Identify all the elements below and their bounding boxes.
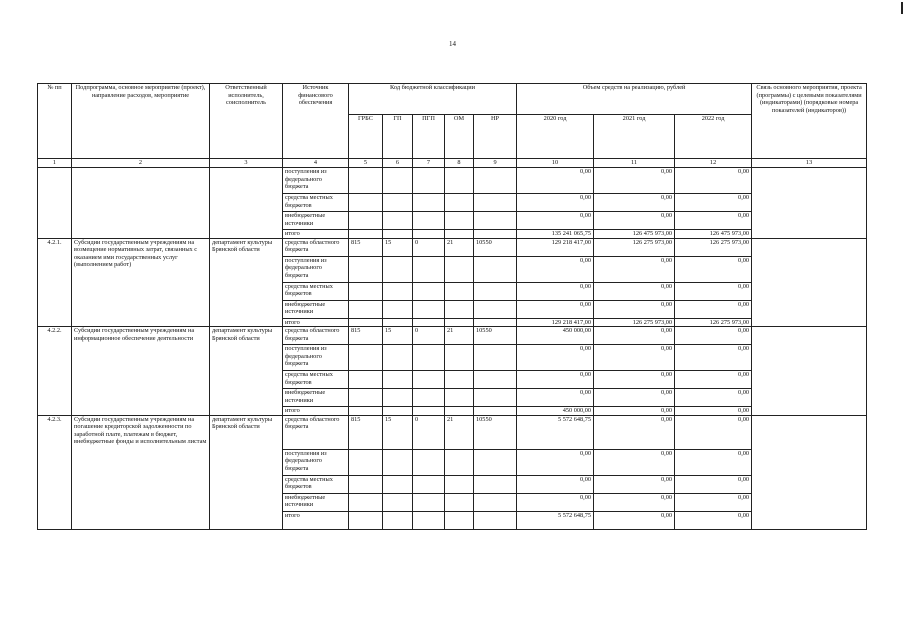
source-cell: внебюджетные источники (283, 300, 349, 318)
column-number-cell: 2 (72, 159, 210, 168)
table-row (38, 327, 867, 345)
item-executor: департамент культуры Брянской области (210, 415, 283, 529)
pgp-cell (413, 256, 445, 282)
grbs-cell (349, 475, 383, 493)
page-number: 14 (449, 40, 456, 48)
source-cell: внебюджетные источники (283, 493, 349, 511)
amount-2020-cell: 0,00 (517, 282, 594, 300)
amount-2022-cell: 0,00 (675, 493, 752, 511)
code-cell (383, 168, 413, 194)
table-row (38, 168, 867, 194)
item-number: 4.2.1. (38, 238, 72, 327)
grbs-cell (349, 300, 383, 318)
source-cell: поступления из федерального бюджета (283, 168, 349, 194)
column-number-cell: 5 (349, 159, 383, 168)
column-number-cell: 7 (413, 159, 445, 168)
amount-2020-cell: 0,00 (517, 300, 594, 318)
source-cell: внебюджетные источники (283, 212, 349, 230)
item-executor: департамент культуры Брянской области (210, 327, 283, 416)
amount-2022-cell: 0,00 (675, 389, 752, 407)
source-cell: средства местных бюджетов (283, 194, 349, 212)
amount-2022-cell: 0,00 (675, 327, 752, 345)
source-cell: поступления из федерального бюджета (283, 256, 349, 282)
amount-2021-cell: 0,00 (594, 511, 675, 529)
amount-2022-cell: 0,00 (675, 449, 752, 475)
column-number-cell: 13 (752, 159, 867, 168)
header-link: Связь основного мероприятия, проекта (программы) с целевыми показателями (индикаторами) (порядковые номера показателей (индикаторов)) (752, 84, 867, 159)
amount-2021-cell: 126 275 973,00 (594, 318, 675, 327)
column-number-cell: 1 (38, 159, 72, 168)
nr-cell (474, 493, 517, 511)
gp-cell (383, 475, 413, 493)
source-cell: средства местных бюджетов (283, 371, 349, 389)
source-cell: средства областного бюджета (283, 327, 349, 345)
item-name: Субсидии государственным учреждениям на информационное обеспечение деятельности (72, 327, 210, 416)
column-number-cell: 9 (474, 159, 517, 168)
source-cell: итого (283, 318, 349, 327)
source-cell: поступления из федерального бюджета (283, 449, 349, 475)
grbs-cell (349, 371, 383, 389)
header-2022: 2022 год (675, 115, 752, 159)
pgp-cell (413, 300, 445, 318)
amount-2022-cell: 0,00 (675, 282, 752, 300)
source-cell: средства местных бюджетов (283, 475, 349, 493)
table-row (38, 238, 867, 256)
item-number: 4.2.3. (38, 415, 72, 529)
header-volume: Объем средств на реализацию, рублей (517, 84, 752, 115)
source-cell: поступления из федерального бюджета (283, 345, 349, 371)
amount-2020-cell: 129 218 417,00 (517, 318, 594, 327)
code-cell (413, 168, 445, 194)
amount-2022-cell: 126 475 973,00 (675, 230, 752, 239)
pgp-cell (413, 389, 445, 407)
source-cell: средства местных бюджетов (283, 282, 349, 300)
om-cell (445, 345, 474, 371)
gp-cell (383, 493, 413, 511)
nr-cell: 10550 (474, 327, 517, 345)
amount-2022-cell: 126 275 973,00 (675, 318, 752, 327)
amount-2021-cell: 0,00 (594, 493, 675, 511)
code-cell (349, 194, 383, 212)
source-cell: средства областного бюджета (283, 238, 349, 256)
amount-2020-cell: 5 572 648,75 (517, 415, 594, 449)
amount-2021-cell: 0,00 (594, 389, 675, 407)
gp-cell (383, 282, 413, 300)
grbs-cell (349, 256, 383, 282)
pgp-cell (413, 318, 445, 327)
nr-cell (474, 256, 517, 282)
grbs-cell (349, 493, 383, 511)
amount-2021-cell: 0,00 (594, 449, 675, 475)
source-cell: итого (283, 511, 349, 529)
amount-2022-cell: 0,00 (675, 371, 752, 389)
om-cell (445, 493, 474, 511)
column-number-cell: 4 (283, 159, 349, 168)
om-cell (445, 449, 474, 475)
header-source: Источник финансового обеспечения (283, 84, 349, 159)
pgp-cell (413, 449, 445, 475)
gp-cell (383, 407, 413, 416)
amount-2020-cell: 450 000,00 (517, 407, 594, 416)
item-name: Субсидии государственным учреждениям на погашение кредиторской задолженности по заработной плате, платежам в бюджет, внебюджетные фонды и исполнительным листам (72, 415, 210, 529)
code-cell (474, 212, 517, 230)
pgp-cell: 0 (413, 327, 445, 345)
amount-2020-cell: 0,00 (517, 371, 594, 389)
om-cell (445, 318, 474, 327)
code-cell (349, 212, 383, 230)
code-cell (383, 212, 413, 230)
amount-2020-cell: 0,00 (517, 345, 594, 371)
amount-2022-cell: 0,00 (675, 168, 752, 194)
amount-2021-cell: 0,00 (594, 256, 675, 282)
om-cell: 21 (445, 415, 474, 449)
pgp-cell (413, 493, 445, 511)
amount-2020-cell: 450 000,00 (517, 327, 594, 345)
source-cell: итого (283, 230, 349, 239)
link-cell (752, 168, 867, 239)
pgp-cell: 0 (413, 238, 445, 256)
amount-2021-cell: 0,00 (594, 194, 675, 212)
pgp-cell (413, 407, 445, 416)
header-om: ОМ (445, 115, 474, 159)
carry-executor-cell (210, 168, 283, 239)
om-cell (445, 475, 474, 493)
amount-2020-cell: 0,00 (517, 389, 594, 407)
pgp-cell (413, 371, 445, 389)
amount-2020-cell: 5 572 648,75 (517, 511, 594, 529)
code-cell (445, 168, 474, 194)
gp-cell (383, 371, 413, 389)
amount-2021-cell: 0,00 (594, 212, 675, 230)
amount-2022-cell: 0,00 (675, 511, 752, 529)
amount-2021-cell: 0,00 (594, 415, 675, 449)
link-cell (752, 238, 867, 327)
amount-2022-cell: 0,00 (675, 345, 752, 371)
grbs-cell: 815 (349, 238, 383, 256)
nr-cell (474, 300, 517, 318)
code-cell (413, 230, 445, 239)
nr-cell (474, 449, 517, 475)
code-cell (413, 212, 445, 230)
om-cell: 21 (445, 327, 474, 345)
code-cell (445, 194, 474, 212)
column-number-cell: 10 (517, 159, 594, 168)
amount-2022-cell: 0,00 (675, 300, 752, 318)
amount-2022-cell: 0,00 (675, 475, 752, 493)
column-number-cell: 6 (383, 159, 413, 168)
amount-2021-cell: 0,00 (594, 168, 675, 194)
code-cell (349, 168, 383, 194)
header-subprogram: Подпрограмма, основное мероприятие (проект), направление расходов, мероприятие (72, 84, 210, 159)
gp-cell: 15 (383, 238, 413, 256)
code-cell (413, 194, 445, 212)
pgp-cell: 0 (413, 415, 445, 449)
code-cell (474, 230, 517, 239)
header-executor: Ответственный исполнитель, соисполнитель (210, 84, 283, 159)
gp-cell (383, 449, 413, 475)
amount-2020-cell: 129 218 417,00 (517, 238, 594, 256)
amount-2020-cell: 0,00 (517, 256, 594, 282)
scan-edge-mark (901, 2, 903, 14)
om-cell (445, 371, 474, 389)
column-numbers-row (38, 159, 867, 168)
item-name: Субсидии государственным учреждениям на возмещение нормативных затрат, связанных с оказанием ими государственных услуг (выполнением работ) (72, 238, 210, 327)
amount-2022-cell: 0,00 (675, 256, 752, 282)
nr-cell: 10550 (474, 415, 517, 449)
om-cell (445, 282, 474, 300)
budget-table (37, 83, 867, 530)
table-body (38, 159, 867, 530)
gp-cell (383, 389, 413, 407)
amount-2021-cell: 126 475 973,00 (594, 230, 675, 239)
nr-cell (474, 389, 517, 407)
header-num: № пп (38, 84, 72, 159)
code-cell (474, 194, 517, 212)
carry-num-cell (38, 168, 72, 239)
grbs-cell (349, 511, 383, 529)
amount-2022-cell: 126 275 973,00 (675, 238, 752, 256)
amount-2020-cell: 0,00 (517, 475, 594, 493)
column-number-cell: 12 (675, 159, 752, 168)
om-cell: 21 (445, 238, 474, 256)
pgp-cell (413, 345, 445, 371)
grbs-cell (349, 389, 383, 407)
nr-cell (474, 318, 517, 327)
nr-cell (474, 345, 517, 371)
code-cell (474, 168, 517, 194)
amount-2022-cell: 0,00 (675, 415, 752, 449)
pgp-cell (413, 475, 445, 493)
gp-cell (383, 511, 413, 529)
header-2020: 2020 год (517, 115, 594, 159)
nr-cell (474, 282, 517, 300)
amount-2022-cell: 0,00 (675, 212, 752, 230)
carry-name-cell (72, 168, 210, 239)
column-number-cell: 3 (210, 159, 283, 168)
om-cell (445, 389, 474, 407)
gp-cell: 15 (383, 415, 413, 449)
link-cell (752, 327, 867, 416)
amount-2021-cell: 0,00 (594, 371, 675, 389)
gp-cell (383, 300, 413, 318)
code-cell (349, 230, 383, 239)
header-gp: ГП (383, 115, 413, 159)
source-cell: средства областного бюджета (283, 415, 349, 449)
nr-cell (474, 371, 517, 389)
nr-cell (474, 407, 517, 416)
code-cell (445, 230, 474, 239)
amount-2021-cell: 0,00 (594, 475, 675, 493)
amount-2020-cell: 0,00 (517, 212, 594, 230)
grbs-cell (349, 282, 383, 300)
gp-cell (383, 318, 413, 327)
nr-cell (474, 511, 517, 529)
grbs-cell (349, 318, 383, 327)
nr-cell: 10550 (474, 238, 517, 256)
amount-2021-cell: 126 275 973,00 (594, 238, 675, 256)
om-cell (445, 300, 474, 318)
header-nr: НР (474, 115, 517, 159)
grbs-cell (349, 345, 383, 371)
header-grbs: ГРБС (349, 115, 383, 159)
amount-2020-cell: 0,00 (517, 194, 594, 212)
grbs-cell (349, 407, 383, 416)
pgp-cell (413, 511, 445, 529)
amount-2020-cell: 0,00 (517, 449, 594, 475)
amount-2021-cell: 0,00 (594, 345, 675, 371)
amount-2022-cell: 0,00 (675, 194, 752, 212)
amount-2021-cell: 0,00 (594, 282, 675, 300)
pgp-cell (413, 282, 445, 300)
grbs-cell (349, 449, 383, 475)
om-cell (445, 407, 474, 416)
source-cell: внебюджетные источники (283, 389, 349, 407)
nr-cell (474, 475, 517, 493)
gp-cell (383, 256, 413, 282)
grbs-cell: 815 (349, 327, 383, 345)
code-cell (383, 230, 413, 239)
table-row (38, 415, 867, 449)
amount-2021-cell: 0,00 (594, 407, 675, 416)
amount-2020-cell: 135 241 065,75 (517, 230, 594, 239)
code-cell (383, 194, 413, 212)
item-executor: департамент культуры Брянской области (210, 238, 283, 327)
amount-2021-cell: 0,00 (594, 300, 675, 318)
amount-2021-cell: 0,00 (594, 327, 675, 345)
amount-2020-cell: 0,00 (517, 168, 594, 194)
source-cell: итого (283, 407, 349, 416)
om-cell (445, 256, 474, 282)
code-cell (445, 212, 474, 230)
header-budget-code: Код бюджетной классификации (349, 84, 517, 115)
amount-2020-cell: 0,00 (517, 493, 594, 511)
item-number: 4.2.2. (38, 327, 72, 416)
link-cell (752, 415, 867, 529)
om-cell (445, 511, 474, 529)
amount-2022-cell: 0,00 (675, 407, 752, 416)
column-number-cell: 8 (445, 159, 474, 168)
column-number-cell: 11 (594, 159, 675, 168)
gp-cell (383, 345, 413, 371)
grbs-cell: 815 (349, 415, 383, 449)
header-2021: 2021 год (594, 115, 675, 159)
gp-cell: 15 (383, 327, 413, 345)
header-pgp: ПГП (413, 115, 445, 159)
